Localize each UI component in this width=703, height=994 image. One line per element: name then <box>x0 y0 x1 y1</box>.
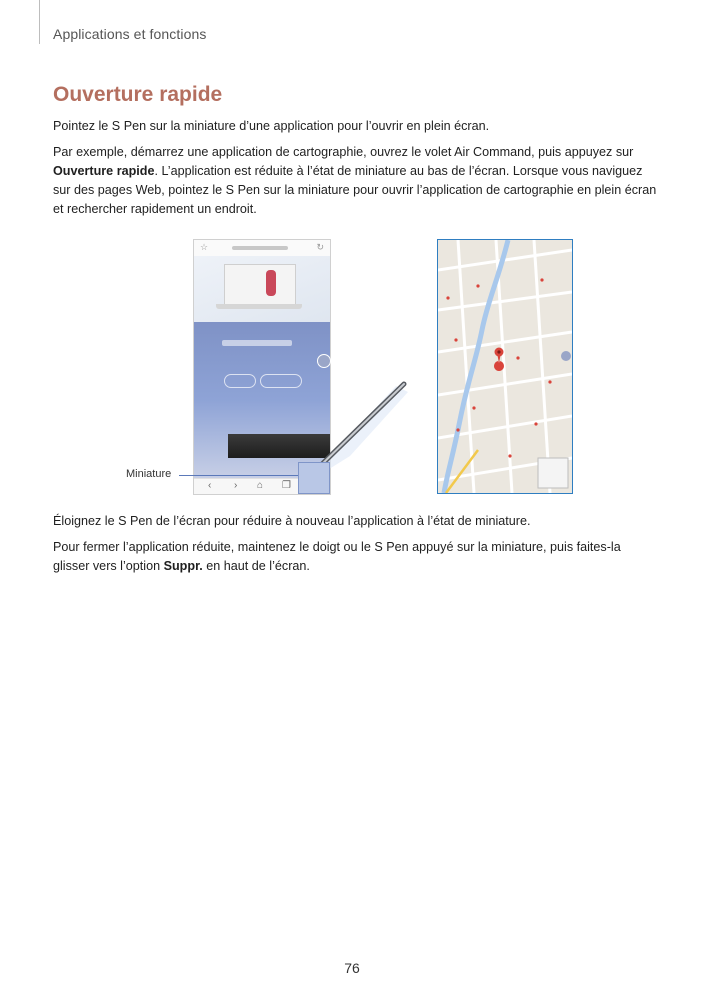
address-bar <box>232 246 288 250</box>
promo-heading <box>222 340 292 346</box>
map-app-screen <box>437 239 573 494</box>
running-header: Applications et fonctions <box>53 26 207 42</box>
home-icon: ⌂ <box>257 480 264 491</box>
laptop-image <box>224 264 296 306</box>
app-thumbnail[interactable] <box>298 462 330 494</box>
example-text-end: . L’application est réduite à l’état de miniature au bas de l’écran. Lorsque vous naviguez sur des pages Web, pointez le S Pen sur la miniature pour ouvrir l’application de cartographie en plein écran et rechercher rapidement un endroit. <box>53 164 657 216</box>
browser-toolbar <box>194 240 330 257</box>
close-text-start: Pour fermer l’application réduite, maintenez le doigt ou le S Pen appuyé sur la miniature, puis faites-la glisser vers l’option <box>53 540 621 573</box>
section-title: Ouverture rapide <box>53 83 223 106</box>
tabs-icon: ❐ <box>282 480 291 491</box>
header-rule <box>39 0 40 44</box>
person-image <box>266 270 276 296</box>
delete-option: Suppr. <box>163 559 203 573</box>
pen-highlight <box>316 384 404 470</box>
promo-button-1 <box>224 374 256 388</box>
map-thumbnail-icon <box>538 458 568 488</box>
reload-icon: ↻ <box>316 242 324 252</box>
intro-paragraph: Pointez le S Pen sur la miniature d’une application pour l’ouvrir en plein écran. <box>53 119 490 133</box>
side-handle-icon <box>317 354 331 368</box>
thumbnail-label: Miniature <box>126 468 172 480</box>
laptop-base <box>216 304 302 309</box>
move-away-paragraph: Éloignez le S Pen de l’écran pour réduire à nouveau l’application à l’état de miniature. <box>53 514 531 528</box>
close-text-end: en haut de l’écran. <box>202 559 310 573</box>
page-number: 76 <box>344 960 360 976</box>
map-handle-icon <box>561 351 571 361</box>
web-hero-image <box>194 256 330 322</box>
example-text-start: Par exemple, démarrez une application de cartographie, ouvrez le volet Air Command, puis appuyez sur <box>53 145 634 159</box>
close-paragraph <box>53 538 658 576</box>
promo-button-2 <box>260 374 302 388</box>
star-icon: ☆ <box>200 242 209 252</box>
map-view <box>438 240 572 493</box>
forward-icon: › <box>234 480 238 491</box>
thumbnail-callout-line <box>179 475 298 476</box>
example-paragraph <box>53 143 658 219</box>
quick-open-option: Ouverture rapide <box>53 164 155 178</box>
back-icon: ‹ <box>208 480 212 491</box>
